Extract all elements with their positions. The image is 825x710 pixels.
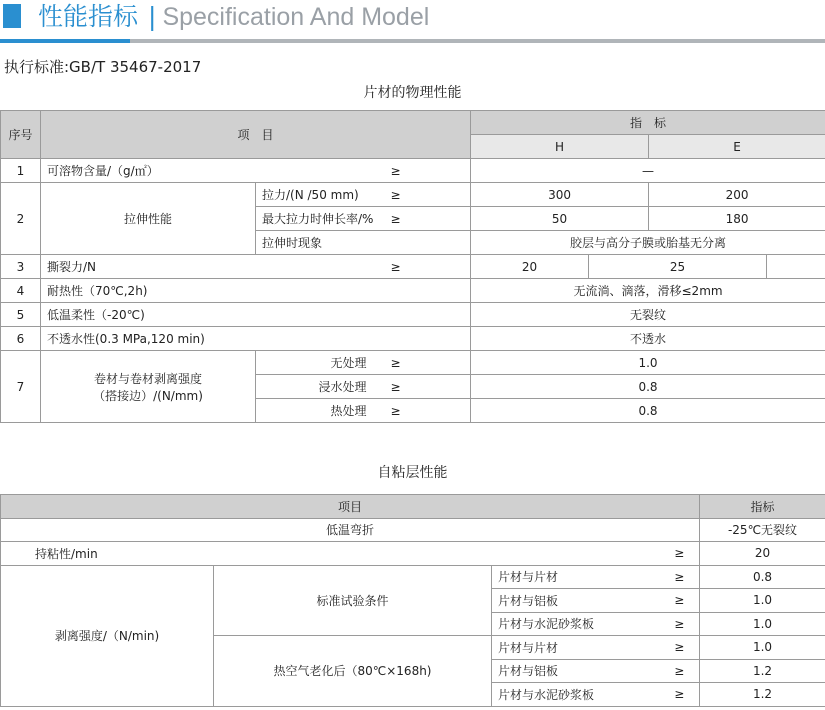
row-no: 7 [1,351,41,423]
row-value-e: 25 [589,255,767,279]
row-value-h: 50 [471,207,649,231]
row-item: 拉伸时现象 [256,231,471,255]
col-e-header: E [649,135,825,159]
execution-standard: 执行标准:GB/T 35467-2017 [4,58,202,76]
row-item: 无处理 [256,351,381,375]
title-en: Specification And Model [162,3,430,31]
row-item: 片材与水泥砂浆板 [492,683,660,707]
row-subgroup: 标准试验条件 [214,565,492,636]
table-row [1,565,825,589]
row-operator: ≥ [660,565,700,589]
page-title [38,0,429,34]
row-value: — [471,159,825,183]
table-row [1,351,825,375]
row-value: 0.8 [700,565,825,589]
row-no: 4 [1,279,41,303]
row-operator: ≥ [660,542,700,566]
page-header [0,0,825,44]
row-operator: ≥ [381,183,471,207]
row-item: 持粘性/min [1,542,660,566]
row-item: 耐热性（70℃,2h) [41,279,471,303]
row-value: 1.0 [471,351,825,375]
row-value: -25℃无裂纹 [700,518,825,542]
adhesive-layer-table [0,494,825,707]
row-operator: ≥ [381,351,471,375]
table2-caption: 自粘层性能 [377,465,448,481]
row-no: 5 [1,303,41,327]
table-row [1,518,825,542]
table-row [1,303,825,327]
col-index-header: 指标 [700,495,825,519]
row-operator: ≥ [660,612,700,636]
row-item: 不透水性(0.3 MPa,120 min) [41,327,471,351]
title-zh: 性能指标 [38,2,139,31]
row-item: 低温柔性（-20℃) [41,303,471,327]
table-row [1,327,825,351]
row-item: 最大拉力时伸长率/% [256,207,381,231]
row-operator: ≥ [381,255,471,279]
row-operator: ≥ [660,636,700,660]
row-no: 2 [1,183,41,255]
row-subgroup: 热空气老化后（80℃×168h) [214,636,492,707]
row-operator: ≥ [660,683,700,707]
col-h-header: H [471,135,649,159]
table-header-row [1,111,825,135]
row-value: 1.0 [700,612,825,636]
col-item-header: 项目 [1,495,700,519]
row-no: 3 [1,255,41,279]
row-empty [767,255,825,279]
row-operator: ≥ [660,659,700,683]
row-value: 0.8 [471,399,825,423]
header-accent-block [3,4,21,28]
row-item: 片材与铝板 [492,659,660,683]
row-no: 1 [1,159,41,183]
row-operator: ≥ [381,399,471,423]
row-item: 片材与水泥砂浆板 [492,612,660,636]
row-group-line2: （搭接边）/(N/mm) [93,388,203,403]
row-operator: ≥ [381,207,471,231]
table-row [1,542,825,566]
table-row [1,159,825,183]
row-operator: ≥ [660,589,700,613]
table-header-row [1,495,825,519]
table-row [1,279,825,303]
col-no-header: 序号 [1,111,41,159]
row-value-e: 200 [649,183,825,207]
row-value: 不透水 [471,327,825,351]
row-value: 20 [700,542,825,566]
row-item: 片材与铝板 [492,589,660,613]
row-value-h: 20 [471,255,589,279]
table1-caption: 片材的物理性能 [363,85,462,101]
row-item: 热处理 [256,399,381,423]
row-value: 无流淌、滴落，滑移≤2mm [471,279,825,303]
row-value: 1.0 [700,636,825,660]
row-value: 1.2 [700,659,825,683]
row-item: 浸水处理 [256,375,381,399]
row-item: 可溶物含量/（g/㎡） [41,159,381,183]
title-separator: | [148,2,157,31]
table-row [1,183,825,207]
header-rule-accent [0,39,130,43]
row-group: 剥离强度/（N/min) [1,565,214,706]
row-value: 1.2 [700,683,825,707]
row-group-line1: 卷材与卷材剥离强度 [93,371,202,386]
table-row [1,255,825,279]
row-item: 片材与片材 [492,636,660,660]
row-item: 低温弯折 [1,518,700,542]
col-index-header: 指 标 [471,111,825,135]
row-value-e: 180 [649,207,825,231]
row-value: 无裂纹 [471,303,825,327]
row-no: 6 [1,327,41,351]
row-group [41,351,256,423]
row-value: 胶层与高分子膜或胎基无分离 [471,231,825,255]
row-operator: ≥ [381,375,471,399]
row-item: 片材与片材 [492,565,660,589]
physical-properties-table [0,110,825,423]
row-value: 1.0 [700,589,825,613]
row-item: 拉力/(N /50 mm) [256,183,381,207]
col-item-header: 项 目 [41,111,471,159]
row-value: 0.8 [471,375,825,399]
row-value-h: 300 [471,183,649,207]
row-group: 拉伸性能 [41,183,256,255]
row-item: 撕裂力/N [41,255,381,279]
row-operator: ≥ [381,159,471,183]
